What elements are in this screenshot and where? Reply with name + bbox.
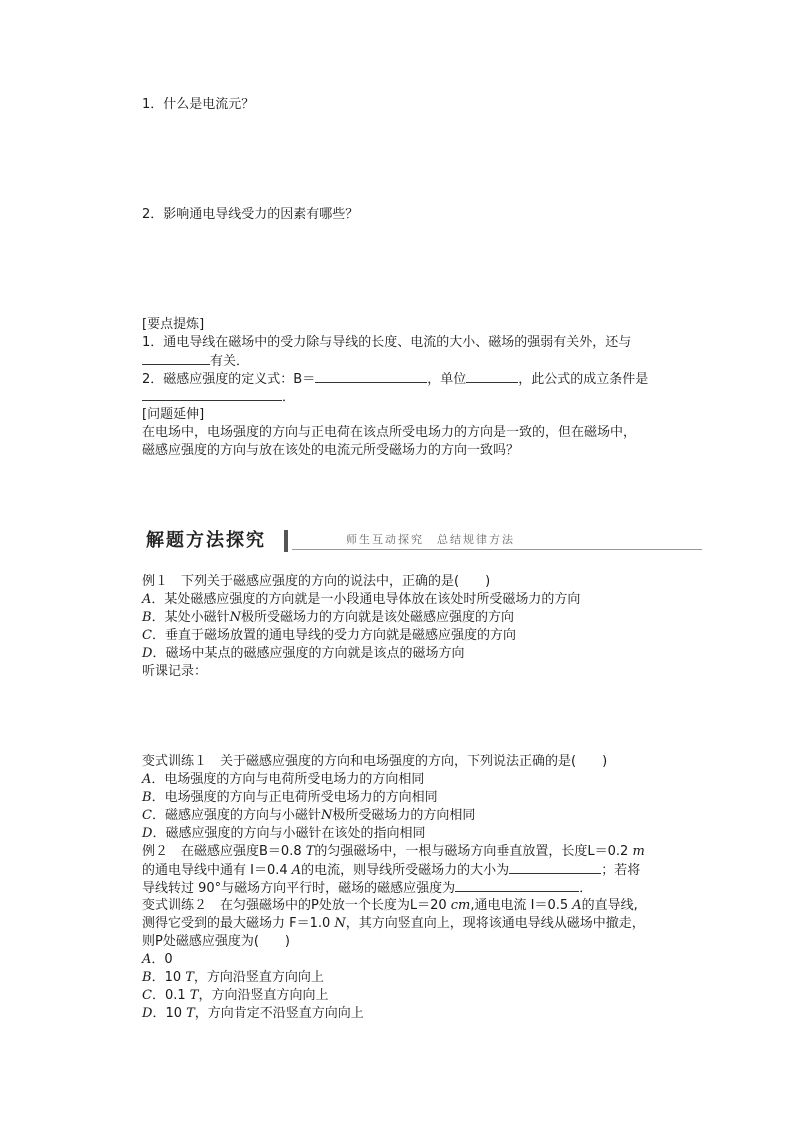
option-text: ．磁场中某点的磁感应强度的方向就是该点的磁场方向 [152, 646, 465, 661]
key-point-2-line2 [142, 388, 295, 407]
option-label: B [142, 610, 152, 625]
unit-meter: m [632, 844, 645, 859]
key-point-1-line2 [142, 352, 249, 371]
fill-blank-force[interactable] [509, 861, 601, 874]
variant-1-option-d [142, 825, 425, 843]
text-segment: 的直导线, [581, 898, 638, 913]
variant-1-stem: 变式训练１ 关于磁感应强度的方向和电场强度的方向，下列说法正确的是( ) [142, 754, 608, 769]
banner-rule-line [292, 549, 702, 550]
text-segment: ． [579, 881, 593, 896]
option-text: ，方向沿竖直方向向上 [198, 988, 329, 1003]
lecture-notes-label: 听课记录： [142, 664, 208, 679]
variant-2-option-d [142, 1005, 364, 1023]
fill-blank-definition[interactable] [315, 370, 427, 383]
option-text: ．10 [151, 970, 186, 985]
unit-newton: N [334, 916, 346, 931]
option-label: A [142, 772, 152, 787]
key-point-2-condition-label: ，此公式的成立条件是 [518, 372, 649, 387]
unit-centimeter: cm [450, 898, 471, 913]
option-text: ，方向肯定不沿竖直方向向上 [194, 1006, 364, 1021]
question-1: 1．什么是电流元？ [142, 97, 255, 112]
fill-blank-factor[interactable] [142, 352, 210, 365]
example-1-option-c [142, 627, 516, 645]
variant-2-line-1 [142, 897, 638, 915]
variant-2-line-3: 则P处磁感应强度为( ) [142, 934, 290, 949]
example-1-option-b [142, 609, 514, 627]
example-2-line-2 [142, 861, 640, 880]
variant-2-option-a [142, 951, 173, 969]
option-label: D [142, 826, 153, 841]
unit-tesla: T [305, 844, 315, 859]
unit-ampere: A [572, 898, 582, 913]
option-label: C [142, 808, 152, 823]
variant-2-line-2 [142, 915, 645, 933]
option-text: ．电场强度的方向与电荷所受电场力的方向相同 [151, 772, 425, 787]
text-segment: 的通电导线中通有 I＝0.4 [142, 863, 292, 878]
text-segment: ；若将 [601, 863, 641, 878]
option-text: 极所受磁场力的方向相同 [332, 808, 476, 823]
option-text: ．磁感应强度的方向与小磁针在该处的指向相同 [152, 826, 426, 841]
example-1-stem: 例１ 下列关于磁感应强度的方向的说法中，正确的是( ) [142, 574, 491, 589]
example-1-option-a [142, 591, 580, 609]
option-label: A [142, 592, 152, 607]
extension-header: [问题延伸] [142, 407, 205, 422]
variant-2-option-c [142, 987, 328, 1005]
variant-1-option-b [142, 789, 438, 807]
option-text: ．某处磁感应强度的方向就是一小段通电导体放在该处时所受磁场力的方向 [151, 592, 581, 607]
option-text: ．磁感应强度的方向与小磁针 [151, 808, 321, 823]
key-point-1-line1: 1．通电导线在磁场中的受力除与导线的长度、电流的大小、磁场的强弱有关外，还与 [142, 335, 632, 350]
example-2-line-3 [142, 879, 592, 898]
option-text: ．10 [152, 1006, 187, 1021]
key-point-2-end: ． [282, 390, 296, 405]
section-banner [146, 528, 702, 554]
fill-blank-condition[interactable] [142, 388, 282, 401]
option-text: ．某处小磁针 [151, 610, 230, 625]
key-point-2-line1 [142, 370, 648, 389]
text-segment: 的匀强磁场中，一根与磁场方向垂直放置，长度L＝0.2 [314, 844, 633, 859]
option-label: B [142, 970, 152, 985]
text-segment: 导线转过 90°与磁场方向平行时，磁场的磁感应强度为 [142, 881, 456, 896]
option-label: D [142, 646, 153, 661]
section-subtitle: 师生互动探究 总结规律方法 [346, 533, 515, 546]
unit-tesla: T [189, 988, 199, 1003]
section-title: 解题方法探究 [146, 530, 266, 551]
unit-ampere: A [291, 863, 302, 878]
variant-2-option-b [142, 969, 324, 987]
key-point-2-prefix: 2．磁感应强度的定义式：B＝ [142, 372, 316, 387]
banner-divider-bar [284, 530, 288, 552]
variant-1-option-c [142, 807, 475, 825]
question-2: 2．影响通电导线受力的因素有哪些？ [142, 207, 359, 222]
pole-symbol: N [320, 808, 333, 823]
text-segment: 变式训练２ 在匀强磁场中的P处放一个长度为L＝20 [142, 898, 451, 913]
option-text: ．垂直于磁场放置的通电导线的受力方向就是磁感应强度的方向 [151, 628, 516, 643]
text-segment: 的电流，则导线所受磁场力的大小为 [301, 863, 510, 878]
key-point-1-suffix: 有关． [210, 354, 250, 369]
option-label: C [142, 628, 152, 643]
option-text: 极所受磁场力的方向就是该处磁感应强度的方向 [240, 610, 514, 625]
example-1-option-d [142, 645, 464, 663]
fill-blank-unit[interactable] [466, 370, 518, 383]
text-segment: 测得它受到的最大磁场力 F＝1.0 [142, 916, 335, 931]
option-text: ．0.1 [151, 988, 190, 1003]
unit-tesla: T [185, 970, 194, 985]
variant-1-option-a [142, 771, 424, 789]
pole-symbol: N [229, 610, 241, 625]
text-segment: ，其方向竖直向上，现将该通电导线从磁场中撤走， [345, 916, 645, 931]
key-points-header: [要点提炼] [142, 317, 205, 332]
unit-tesla: T [186, 1006, 195, 1021]
text-segment: 例２ 在磁感应强度B＝0.8 [142, 844, 306, 859]
extension-line-1: 在电场中，电场强度的方向与正电荷在该点所受电场力的方向是一致的，但在磁场中， [142, 425, 637, 440]
option-text: ，方向沿竖直方向向上 [193, 970, 324, 985]
option-text: ．电场强度的方向与正电荷所受电场力的方向相同 [151, 790, 438, 805]
option-label: D [142, 1006, 153, 1021]
text-segment: ,通电电流 I＝0.5 [470, 898, 573, 913]
extension-line-2: 磁感应强度的方向与放在该处的电流元所受磁场力的方向一致吗？ [142, 443, 520, 458]
option-text: ．0 [151, 952, 173, 967]
option-label: B [142, 790, 152, 805]
key-point-2-unit-label: ，单位 [427, 372, 467, 387]
option-label: A [142, 952, 152, 967]
fill-blank-induction[interactable] [455, 879, 579, 892]
option-label: C [142, 988, 152, 1003]
example-2-line-1 [142, 843, 645, 861]
